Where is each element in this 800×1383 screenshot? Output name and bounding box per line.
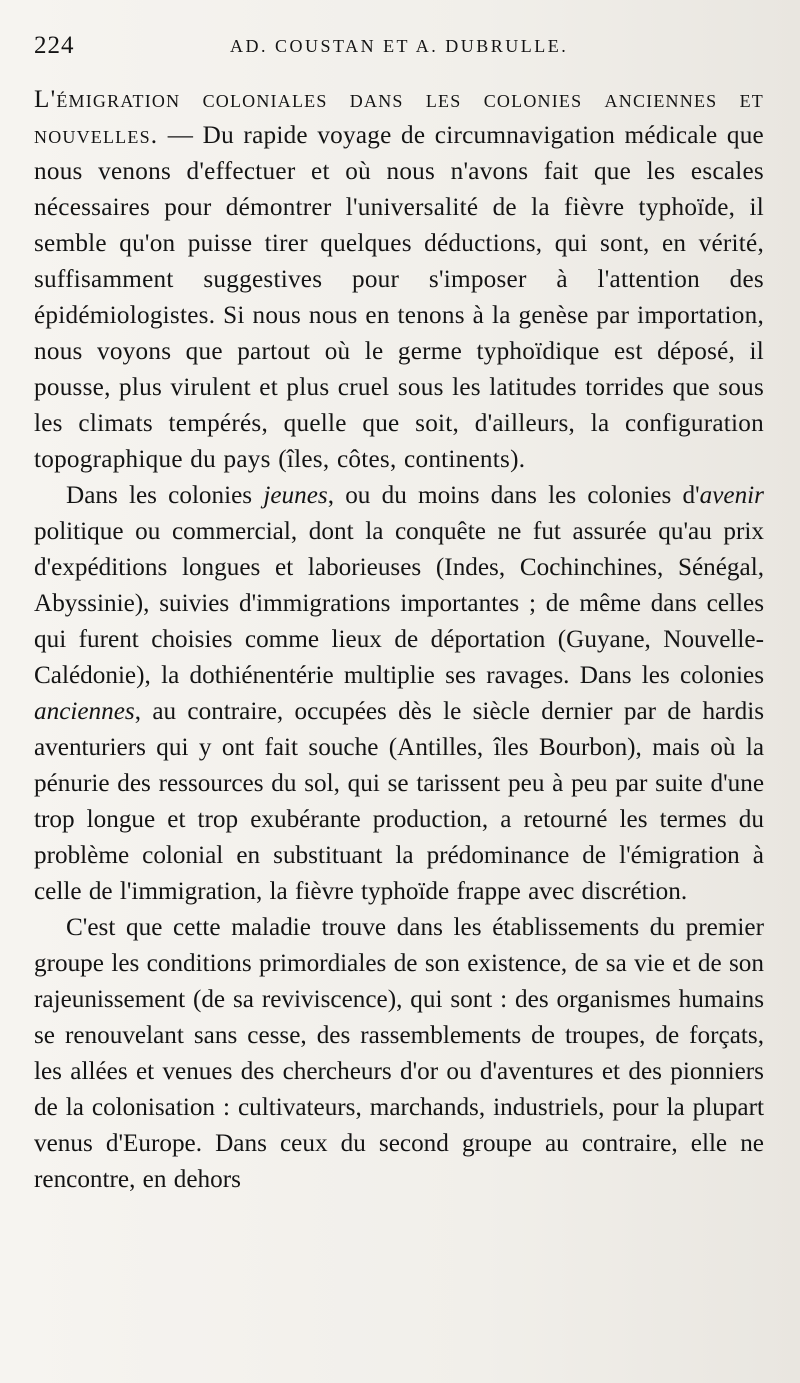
section-heading: L'émigration coloniales dans les colonies anciennes et nouvelles. xyxy=(34,86,764,149)
paragraph-2-text-1: Dans les colonies xyxy=(66,482,264,509)
paragraph-2-text-2: , ou du moins dans les colonies d' xyxy=(327,482,700,509)
paragraph-3-text: C'est que cette maladie trouve dans les établissements du premier groupe les conditions primordiales de son existence, de sa vie et de son rajeunissement (de sa reviviscence), qui sont : des organismes humains se renouvelant sans cesse, des rassemblements de troupes, de forçats, les allées et venues des chercheurs d'or ou d'aventures et des pionniers de la colonisation : cultivateurs, marchands, industriels, pour la plupart venus d'Europe. Dans ceux du second groupe au contraire, elle ne rencontre, en dehors xyxy=(34,914,764,1193)
paragraph-1-text: — Du rapide voyage de circumnavigation médicale que nous venons d'effectuer et où nous n'avons fait que les escales nécessaires pour démontrer l'universalité de la fièvre typhoïde, il semble qu'on puisse tirer quelques déductions, qui sont, en vérité, suffisamment suggestives pour s'imposer à l'attention des épidémiologistes. Si nous nous en tenons à la genèse par importation, nous voyons que partout où le germe typhoïdique est déposé, il pousse, plus virulent et plus cruel sous les latitudes torrides que sous les climats tempérés, quelle que soit, d'ailleurs, la configuration topographique du pays (îles, côtes, continents). xyxy=(34,122,764,473)
page-number: 224 xyxy=(34,32,75,59)
paragraph-2-text-4: , au contraire, occupées dès le siècle dernier par de hardis aventuriers qui y ont fait souche (Antilles, îles Bourbon), mais où la pénurie des ressources du sol, qui se tarissent peu à peu par suite d'une trop longue et trop exubérante production, a retourné les termes du problème colonial en substituant la prédominance de l'émigration à celle de l'immigration, la fièvre typhoïde frappe avec discrétion. xyxy=(34,698,764,905)
paragraph-1 xyxy=(34,82,764,478)
italic-avenir: avenir xyxy=(699,482,764,509)
paragraph-2-text-3: politique ou commercial, dont la conquête ne fut assurée qu'au prix d'expéditions longues et laborieuses (Indes, Cochinchines, Sénégal, Abyssinie), suivies d'immigrations importantes ; de même dans celles qui furent choisies comme lieux de déportation (Guyane, Nouvelle-Calédonie), la dothiénentérie multiplie ses ravages. Dans les colonies xyxy=(34,518,764,689)
paragraph-3 xyxy=(34,910,764,1198)
running-head xyxy=(34,32,780,68)
italic-anciennes: anciennes xyxy=(34,698,135,725)
running-title: AD. COUSTAN ET A. DUBRULLE. xyxy=(230,36,569,56)
italic-jeunes: jeunes xyxy=(263,482,328,509)
page-body xyxy=(34,82,764,1198)
paragraph-2 xyxy=(34,478,764,910)
